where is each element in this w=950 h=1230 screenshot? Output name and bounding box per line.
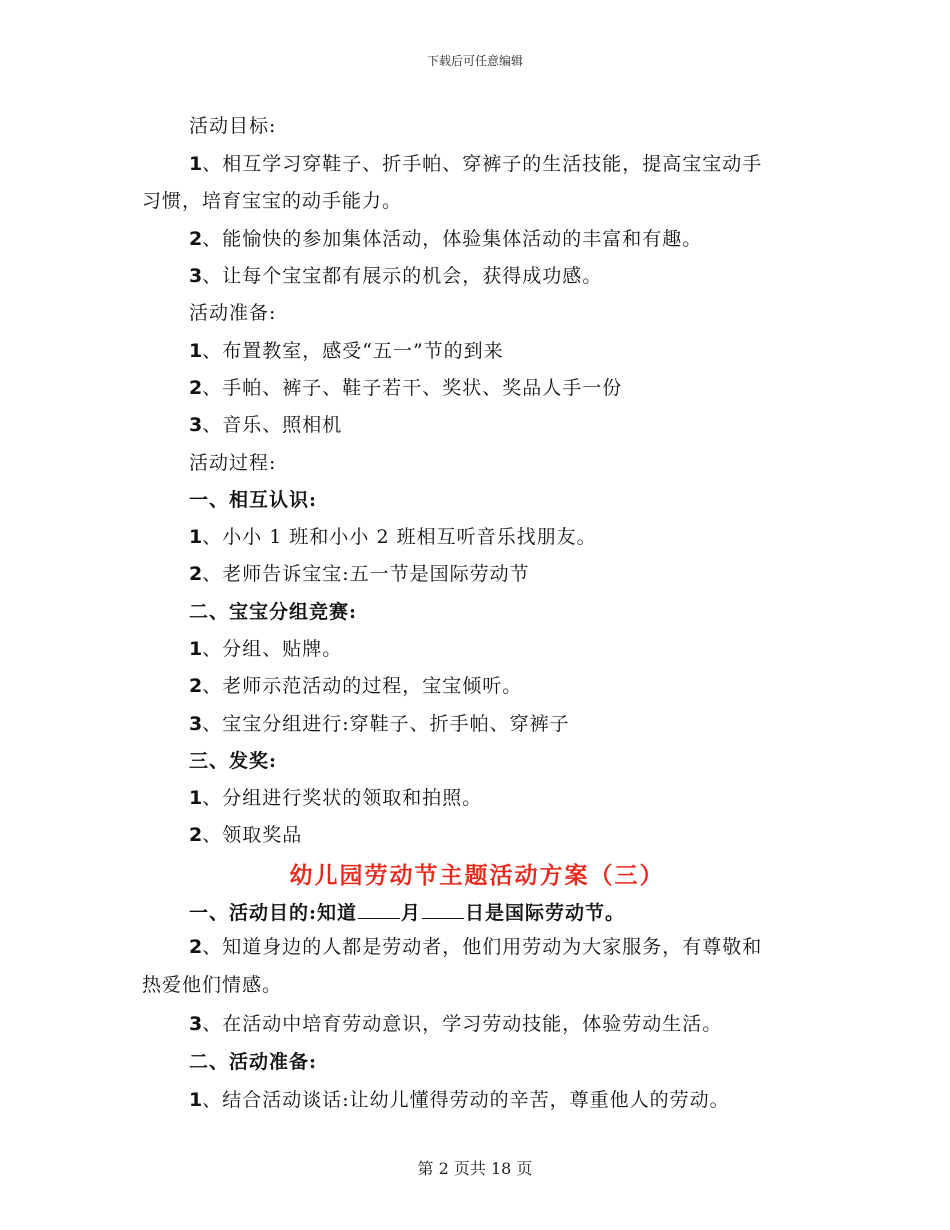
page-header: 下载后可任意编辑	[426, 54, 523, 68]
line-text: 活动准备:	[189, 302, 277, 324]
blank-month	[358, 898, 400, 919]
paragraph-line	[142, 187, 402, 215]
paragraph-line	[142, 784, 482, 812]
paragraph-line	[142, 560, 530, 588]
line-text: 二、活动准备:	[189, 1051, 318, 1073]
goal-month: 月	[401, 902, 422, 924]
paragraph-line	[142, 486, 317, 514]
list-number: 3	[189, 265, 203, 287]
line-text: 、布置教室，感受“五一”节的到来	[202, 340, 504, 362]
line-text: 、宝宝分组进行:穿鞋子、折手帕、穿裤子	[202, 713, 570, 735]
section-title: 幼儿园劳动节主题活动方案（三）	[289, 862, 665, 889]
paragraph-line	[142, 710, 570, 738]
line-text: 、在活动中培育劳动意识，学习劳动技能，体验劳动生活。	[202, 1013, 723, 1035]
line-text: 活动过程:	[189, 452, 277, 474]
paragraph-line	[142, 112, 276, 140]
blank-day	[422, 898, 464, 919]
line-text: 、知道身边的人都是劳动者，他们用劳动为大家服务，有尊敬和	[202, 936, 763, 958]
paragraph-line	[142, 672, 522, 700]
paragraph-line	[142, 821, 302, 849]
paragraph-line	[142, 598, 357, 626]
line-text: 、小小 1 班和小小 2 班相互听音乐找朋友。	[202, 526, 597, 548]
line-text: 、分组、贴牌。	[202, 638, 343, 660]
line-text: 、让每个宝宝都有展示的机会，获得成功感。	[202, 265, 603, 287]
line-text: 、分组进行奖状的领取和拍照。	[202, 787, 483, 809]
paragraph-line	[142, 1086, 730, 1114]
list-number: 3	[189, 713, 203, 735]
line-text: 、老师告诉宝宝:五一节是国际劳动节	[202, 563, 530, 585]
line-text: 、老师示范活动的过程，宝宝倾听。	[202, 675, 523, 697]
line-text: 习惯，培育宝宝的动手能力。	[142, 190, 403, 212]
list-number: 2	[189, 377, 203, 399]
list-number: 1	[189, 787, 203, 809]
list-number: 2	[189, 936, 203, 958]
paragraph-line	[142, 150, 762, 178]
line-text: 、结合活动谈话:让幼儿懂得劳动的辛苦，尊重他人的劳动。	[202, 1089, 730, 1111]
line-text: 、能愉快的参加集体活动，体验集体活动的丰富和有趣。	[202, 228, 703, 250]
line-text: 二、宝宝分组竞赛:	[189, 601, 358, 623]
paragraph-line	[142, 933, 762, 961]
line-text: 、手帕、裤子、鞋子若干、奖状、奖品人手一份	[202, 377, 623, 399]
line-text: 热爱他们情感。	[142, 974, 283, 996]
list-number: 2	[189, 228, 203, 250]
paragraph-line	[142, 374, 622, 402]
line-text: 三、发奖:	[189, 750, 278, 772]
goal-line	[142, 898, 625, 927]
list-number: 3	[189, 414, 203, 436]
line-text: 活动目标:	[189, 115, 277, 137]
line-text: 、领取奖品	[202, 824, 303, 846]
paragraph-line	[142, 523, 597, 551]
line-text: 、音乐、照相机	[202, 414, 343, 436]
paragraph-line	[142, 635, 342, 663]
goal-prefix: 一、活动目的:知道	[189, 902, 358, 924]
paragraph-line	[142, 262, 602, 290]
paragraph-line	[142, 747, 277, 775]
paragraph-line	[142, 971, 282, 999]
paragraph-line	[142, 449, 276, 477]
list-number: 2	[189, 675, 203, 697]
page-footer: 第 2 页共 18 页	[417, 1159, 533, 1178]
list-number: 1	[189, 1089, 203, 1111]
line-text: 一、相互认识:	[189, 489, 318, 511]
list-number: 1	[189, 153, 203, 175]
list-number: 1	[189, 526, 203, 548]
paragraph-line	[142, 225, 702, 253]
paragraph-line	[142, 337, 504, 365]
paragraph-line	[142, 411, 342, 439]
paragraph-line	[142, 299, 276, 327]
list-number: 1	[189, 638, 203, 660]
list-number: 2	[189, 824, 203, 846]
goal-day-suffix: 日是国际劳动节。	[465, 902, 626, 924]
list-number: 1	[189, 340, 203, 362]
list-number: 3	[189, 1013, 203, 1035]
line-text: 、相互学习穿鞋子、折手帕、穿裤子的生活技能，提高宝宝动手	[202, 153, 763, 175]
paragraph-line	[142, 1010, 722, 1038]
list-number: 2	[189, 563, 203, 585]
paragraph-line	[142, 1048, 317, 1076]
